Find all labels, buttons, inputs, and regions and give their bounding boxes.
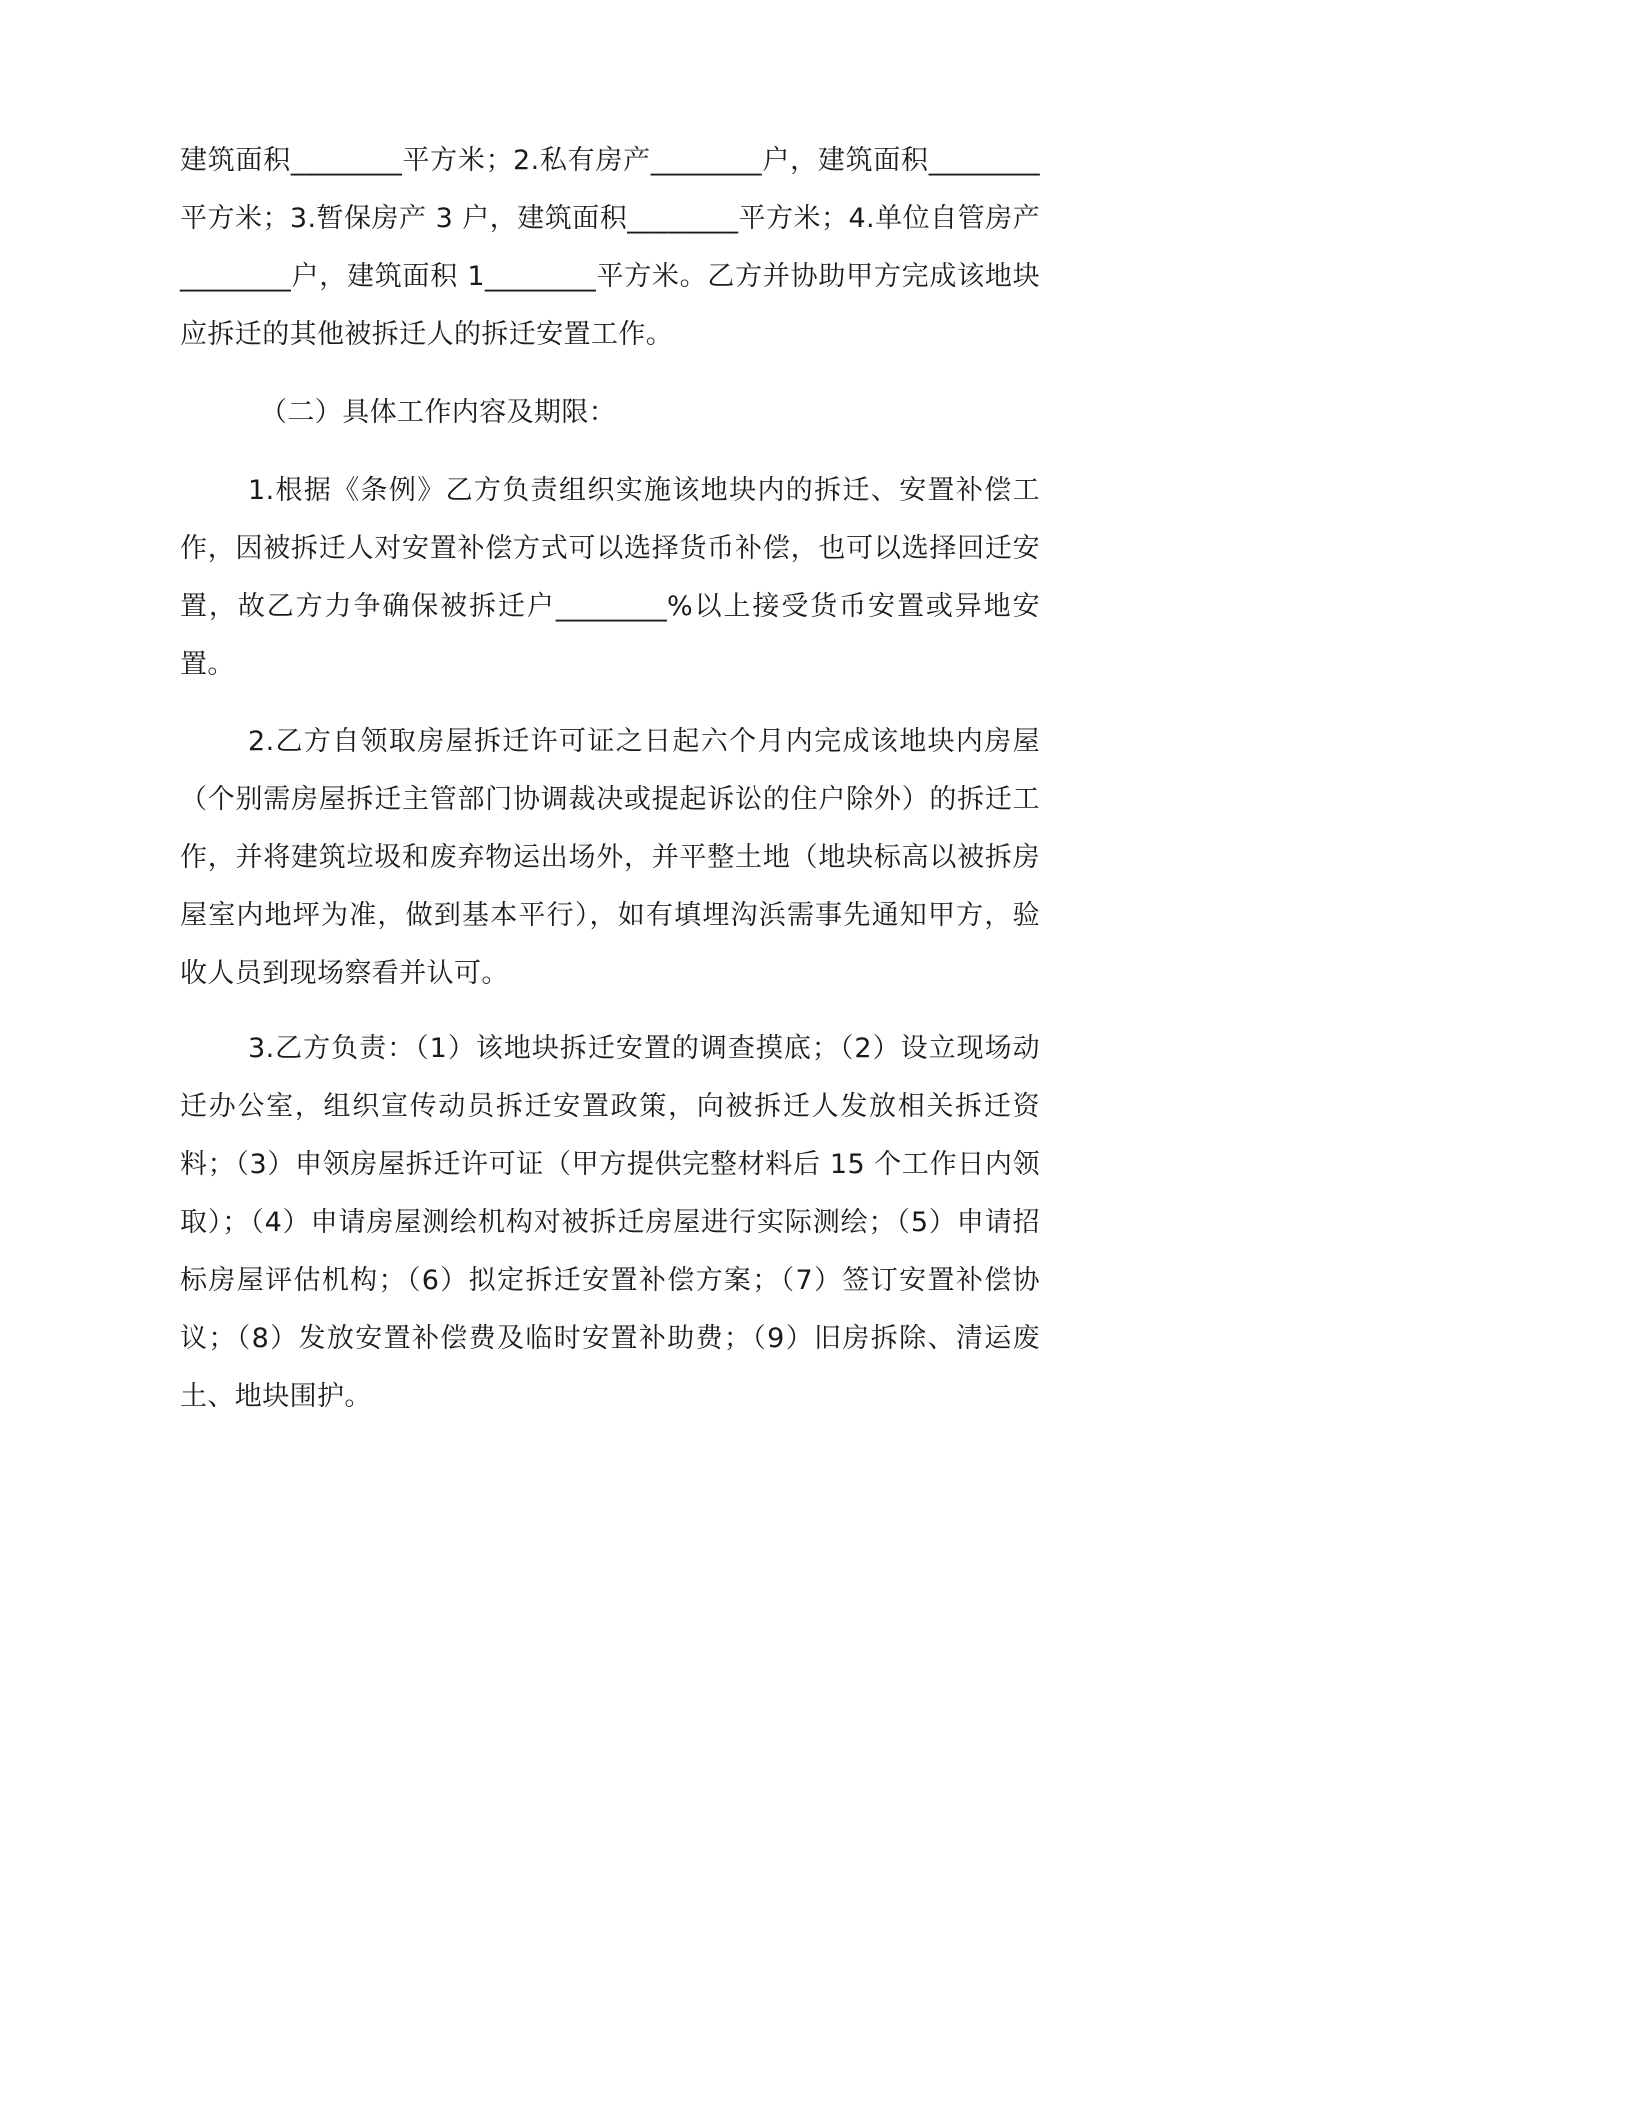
- paragraph-item-3: 3.乙方负责：（1）该地块拆迁安置的调查摸底；（2）设立现场动迁办公室，组织宣传动员拆迁安置政策，向被拆迁人发放相关拆迁资料；（3）申领房屋拆迁许可证（甲方提供完整材料后 15 个工作日内领取）；（4）申请房屋测绘机构对被拆迁房屋进行实际测绘；（5）申请招标房屋评估机构；（6）拟定拆迁安置补偿方案；（7）签订安置补偿协议；（8）发放安置补偿费及临时安置补助费；（9）旧房拆除、清运废土、地块围护。: [180, 1033, 1040, 1412]
- paragraph-building-area-continuation: 建筑面积________平方米；2.私有房产________户，建筑面积________平方米；3.暂保房产 3 户，建筑面积________平方米；4.单位自管房产________户，建筑面积 1________平方米。乙方并协助甲方完成该地块应拆迁的其他被拆迁人的拆迁安置工作。: [180, 145, 1040, 350]
- paragraph-item-1: 1.根据《条例》乙方负责组织实施该地块内的拆迁、安置补偿工作，因被拆迁人对安置补偿方式可以选择货币补偿，也可以选择回迁安置，故乙方力争确保被拆迁户________%以上接受货币安置或异地安置。: [180, 475, 1040, 680]
- section-heading-work-content: （二）具体工作内容及期限：: [260, 397, 617, 428]
- paragraph-item-2: 2.乙方自领取房屋拆迁许可证之日起六个月内完成该地块内房屋（个别需房屋拆迁主管部门协调裁决或提起诉讼的住户除外）的拆迁工作，并将建筑垃圾和废弃物运出场外，并平整土地（地块标高以被拆房屋室内地坪为准，做到基本平行），如有填埋沟浜需事先通知甲方，验收人员到现场察看并认可。: [180, 726, 1040, 989]
